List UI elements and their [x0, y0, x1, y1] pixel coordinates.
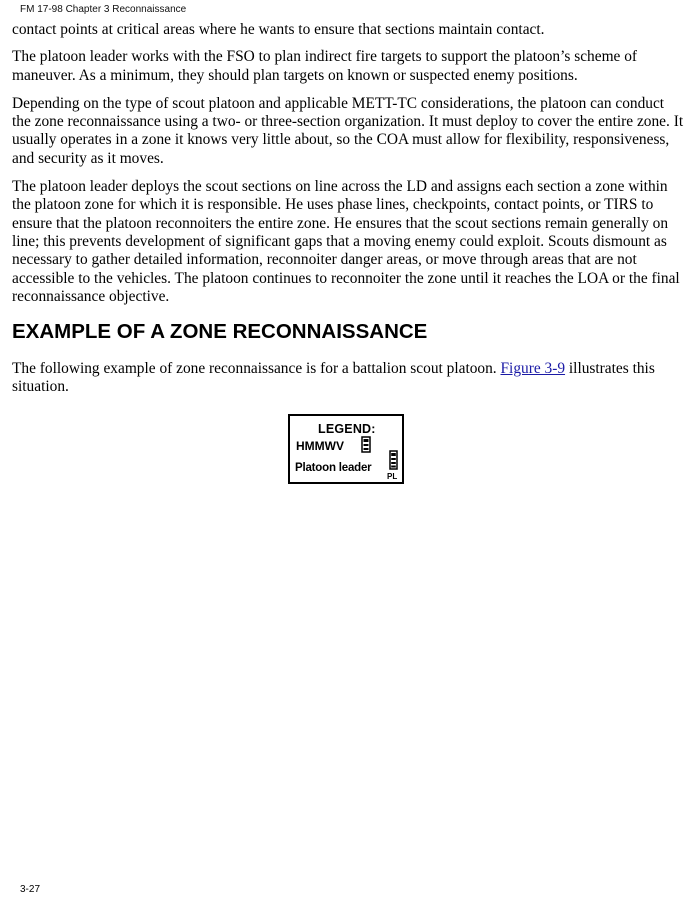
- legend-title: LEGEND:: [318, 422, 376, 436]
- legend-box: [288, 414, 404, 484]
- platoon-leader-mark: PL: [387, 472, 398, 481]
- document-body: [12, 21, 684, 407]
- intro-text-after: illustrates this situation.: [12, 360, 655, 396]
- paragraph-deployment: The platoon leader deploys the scout sections on line across the LD and assigns each section a zone within the platoon zone for which it is responsible. He uses phase lines, checkpoints, contact points, or TIRS to ensure that the platoon reconnoiters the entire zone. He ensures that the scout sections remain generally on line; this prevents development of significant gaps that a moving enemy could exploit. Scouts dismount as necessary to gather detailed information, reconnoiter danger areas, or move through areas that are not accessible to the vehicles. The platoon continues to reconnoiter the zone until it reaches the LOA or the final reconnaissance objective.: [12, 178, 680, 305]
- paragraph-continuation: contact points at critical areas where he wants to ensure that sections maintain contact.: [12, 21, 545, 38]
- section-heading: EXAMPLE OF A ZONE RECONNAISSANCE: [12, 320, 428, 344]
- page-number: 3-27: [20, 884, 41, 895]
- legend-hmmwv-label: HMMWV: [296, 439, 344, 453]
- legend-platoon-leader-label: Platoon leader: [295, 462, 372, 474]
- paragraph-fire-planning: The platoon leader works with the FSO to plan indirect fire targets to support the platoon’s scheme of maneuver. As a minimum, they should plan targets on known or suspected enemy positions.: [12, 48, 638, 84]
- paragraph-example-intro: [12, 360, 684, 397]
- paragraph-organization: Depending on the type of scout platoon and applicable METT-TC considerations, the platoon can conduct the zone reconnaissance using a two- or three-section organization. It must deploy to cover the entire zone. It usually operates in a zone it knows very little about, so the COA must allow for flexibility, responsiveness, and security as it moves.: [12, 94, 684, 167]
- running-header: FM 17-98 Chapter 3 Reconnaissance: [20, 4, 187, 15]
- intro-text-before: The following example of zone reconnaissance is for a battalion scout platoon.: [12, 360, 501, 378]
- platoon-leader-vehicle-icon: [389, 450, 398, 470]
- figure-3-9-link[interactable]: Figure 3-9: [500, 360, 566, 378]
- hmmwv-vehicle-icon: [361, 436, 371, 453]
